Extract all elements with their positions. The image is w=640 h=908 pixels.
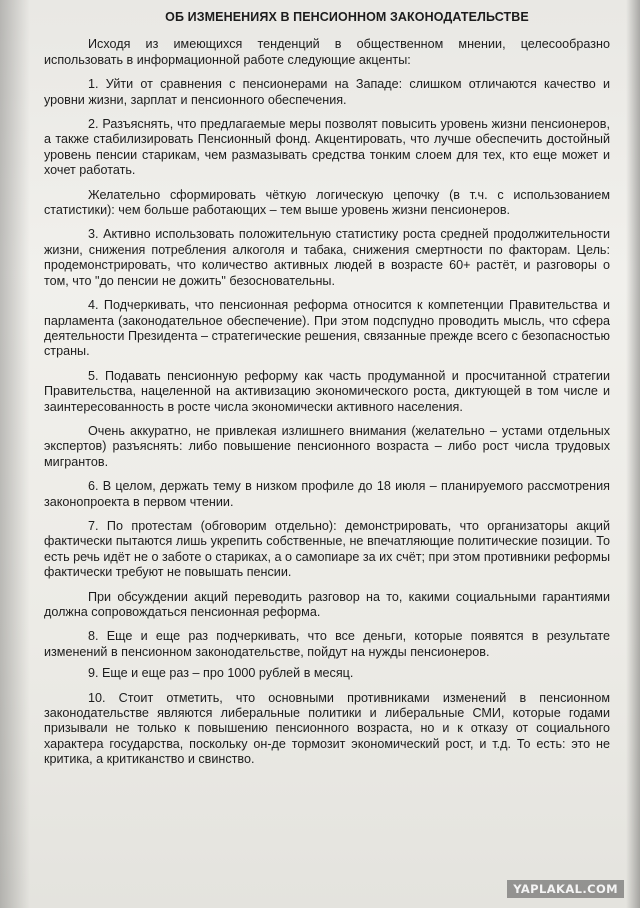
- paragraph-3: 3. Активно использовать положительную статистику роста средней продолжительности жизни, снижения потребления алкоголя и табака, снижения смертности по факторам. Цель: продемонстрировать, что количество активных людей в возрасте 60+ растёт, и разговоры о том, что "до пенсии не дожить" безосновательны.: [44, 227, 610, 288]
- paragraph-intro: Исходя из имеющихся тенденций в общественном мнении, целесообразно использовать в информационной работе следующие акценты:: [44, 37, 610, 67]
- paragraph-9: 9. Еще и еще раз – про 1000 рублей в месяц.: [88, 666, 354, 681]
- document-title: ОБ ИЗМЕНЕНИЯХ В ПЕНСИОННОМ ЗАКОНОДАТЕЛЬСТВЕ: [165, 10, 529, 24]
- paragraph-5: 5. Подавать пенсионную реформу как часть продуманной и просчитанной стратегии Правительства, нацеленной на активизацию экономического роста, диктующей в том числе и заинтересованность в росте числа экономически активного населения.: [44, 368, 610, 414]
- page-shadow-right: [626, 0, 640, 908]
- paragraph-2: 2. Разъяснять, что предлагаемые меры позволят повысить уровень жизни пенсионеров, а также стабилизировать Пенсионный фонд. Акцентировать, что лучше обеспечить достойный уровень пенсии старикам, чем размазывать средства тонким слоем для тех, кто еще может и хочет работать.: [44, 117, 610, 178]
- paragraph-7: 7. По протестам (обговорим отдельно): демонстрировать, что организаторы акций фактически пытаются лишь укрепить собственные, не впечатляющие политические позиции. То есть речь идёт не о заботе о стариках, а о самопиаре за их счёт; при этом противники реформы фактически требуют не повышать пенсии.: [44, 518, 610, 580]
- paragraph-4: 4. Подчеркивать, что пенсионная реформа относится к компетенции Правительства и парламента (законодательное обеспечение). При этом подспудно проводить мысль, что сфера деятельности Президента – стратегические решения, связанные прежде всего с безопасностью страны.: [44, 298, 610, 359]
- paragraph-6: 6. В целом, держать тему в низком профиле до 18 июля – планируемого рассмотрения законопроекта в первом чтении.: [44, 479, 610, 509]
- page-shadow-left: [0, 0, 30, 908]
- paragraph-5-note: Очень аккуратно, не привлекая излишнего внимания (желательно – устами отдельных экспертов) разъяснять: либо повышение пенсионного возраста – либо рост числа трудовых мигрантов.: [44, 423, 610, 469]
- paragraph-7-note: При обсуждении акций переводить разговор на то, какими социальными гарантиями должна сопровождаться пенсионная реформа.: [44, 589, 610, 619]
- site-watermark: YAPLAKAL.COM: [507, 880, 624, 898]
- paragraph-8: 8. Еще и еще раз подчеркивать, что все деньги, которые появятся в результате изменений в пенсионном законодательстве, пойдут на нужды пенсионеров.: [44, 629, 610, 659]
- paragraph-10: 10. Стоит отметить, что основными противниками изменений в пенсионном законодательстве являются либеральные политики и либеральные СМИ, которые годами призывали не только к повышению пенсионного возраста, но и к отказу от социального характера государства, поскольку он-де тормозит экономический рост, и т.д. То есть: это не критика, а критиканство и свинство.: [44, 690, 610, 767]
- paragraph-1: 1. Уйти от сравнения с пенсионерами на Западе: слишком отличаются качество и уровни жизни, зарплат и пенсионного обеспечения.: [44, 77, 610, 107]
- paragraph-2-note: Желательно сформировать чёткую логическую цепочку (в т.ч. с использованием статистики): чем больше работающих – тем выше уровень жизни пенсионеров.: [44, 187, 610, 218]
- document-body: [44, 10, 610, 777]
